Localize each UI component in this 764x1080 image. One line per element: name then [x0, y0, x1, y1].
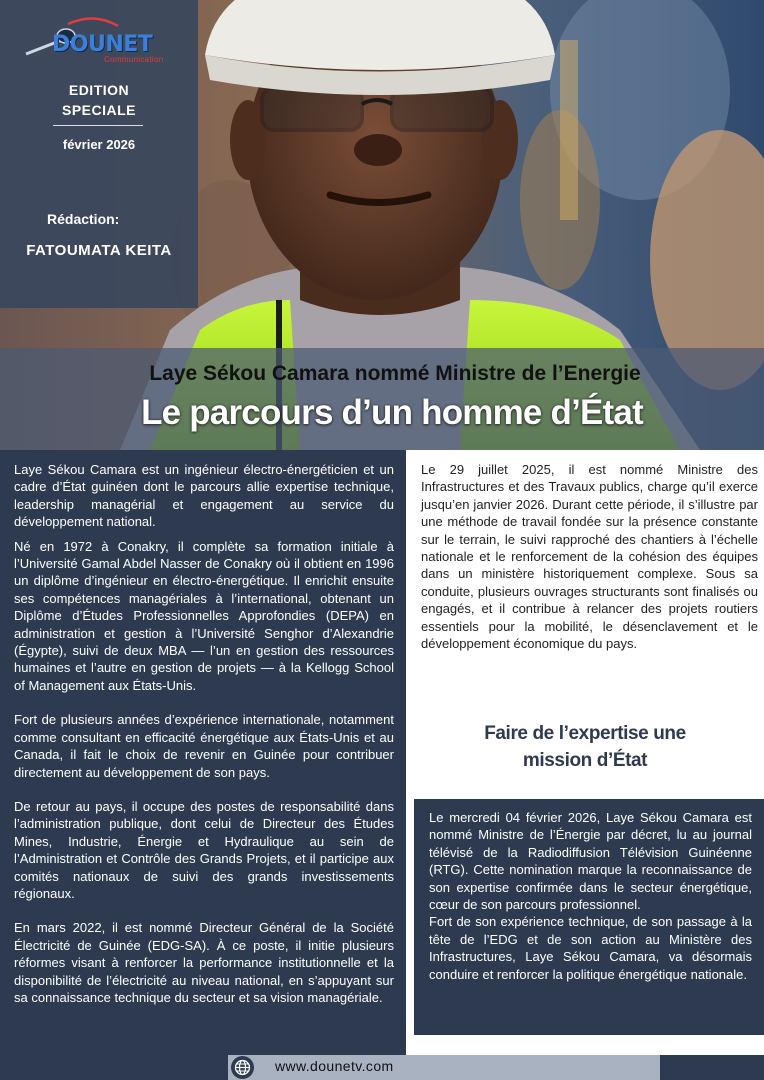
nomination-box	[414, 799, 764, 1035]
article-paragraph: Fort de plusieurs années d’expérience internationale, notamment comme consultant en efficacité énergétique aux États-Unis et au Canada, il fait le choix de revenir en Guinée pour contribuer directement au développement de son pays.	[14, 712, 394, 780]
article-left-column	[0, 450, 406, 1055]
article-paragraph: Né en 1972 à Conakry, il complète sa formation initiale à l’Université Gamal Abdel Nasser de Conakry où il obtient en 1996 un diplôme d’ingénieur en électro-énergétique. Il enrichit ensuite ses compétences managériales à l’international, obtenant un Diplôme d’Études Professionnelles Approfondies (DEPA) en administration et gestion à l’Université Senghor d’Alexandrie (Égypte), suivi de deux MBA — l’un en gestion des ressources humaines et l’autre en gestion de projets — à la Kellogg School of Management aux États-Unis.	[14, 538, 394, 693]
website-link[interactable]: www.dounetv.com	[275, 1058, 394, 1074]
article-paragraph: Le 29 juillet 2025, il est nommé Ministre des Infrastructures et des Travaux publics, charge qu’il exerce jusqu’en janvier 2026. Durant cette période, il s’illustre par une méthode de travail fondée sur la présence constante sur le terrain, le suivi rapproché des chantiers à l’échelle nationale et le renforcement de la cohésion des équipes dans un ministère historiquement complexe. Sous sa conduite, plusieurs ouvrages structurants sont finalisés ou engagés, et il contribue à relancer des projets routiers essentiels pour la mobilité, le désenclavement et le développement économique du pays.	[421, 462, 758, 652]
headline-subtitle: Laye Sékou Camara nommé Ministre de l’Energie	[149, 362, 641, 385]
edition-divider	[53, 125, 143, 126]
brand-logo-subtitle: Communication	[104, 55, 164, 64]
article-paragraph: Fort de son expérience technique, de son passage à la tête de l’EDG et de son action au Ministère des Infrastructures, Laye Sékou Camara, va désormais conduire et renforcer la politique énergétique nationale.	[429, 914, 752, 982]
article-paragraph: De retour au pays, il occupe des postes de responsabilité dans l’administration publique, dont celui de Directeur des Études Mines, Industrie, Énergie et Hydraulique au sein de l’Administration et Contrôle des Grands Projets, et il participe aux comités nationaux de suivi des grands investissements régionaux.	[14, 798, 394, 901]
article-paragraph: Laye Sékou Camara est un ingénieur électro-énergéticien et un cadre d’État guinéen dont le parcours allie expertise technique, leadership managérial et engagement au service du développement national.	[14, 462, 394, 530]
article-paragraph: En mars 2022, il est nommé Directeur Général de la Société Électricité de Guinée (EDG-SA). À ce poste, il initie plusieurs réformes visant à renforcer la performance institutionnelle et la disponibilité de l’électricité au niveau national, en s’appuyant sur sa connaissance technique du secteur et sa vision managériale.	[14, 920, 394, 1005]
edition-date: février 2026	[62, 137, 136, 152]
section-heading: Faire de l’expertise une mission d’État	[484, 723, 686, 771]
edition-info-panel	[0, 0, 198, 308]
right-column-intro	[421, 461, 758, 652]
redaction-label: Rédaction:	[47, 211, 120, 227]
author-name: FATOUMATA KEITA	[26, 242, 172, 259]
headline-title: Le parcours d’un homme d’État	[141, 393, 643, 432]
brand-logo-name: DOUNET	[52, 32, 153, 57]
article-right-column	[406, 450, 764, 1055]
globe-icon	[231, 1056, 254, 1079]
article-paragraph: Le mercredi 04 février 2026, Laye Sékou Camara est nommé Ministre de l’Énergie par décret, lu au journal télévisé de la Radiodiffusion Télévision Guinéenne (RTG). Cette nomination marque la reconnaissance de son expertise confirmée dans le secteur énergétique, cœur de son parcours professionnel.	[429, 810, 752, 913]
edition-label: EDITION SPECIALE	[61, 82, 136, 118]
